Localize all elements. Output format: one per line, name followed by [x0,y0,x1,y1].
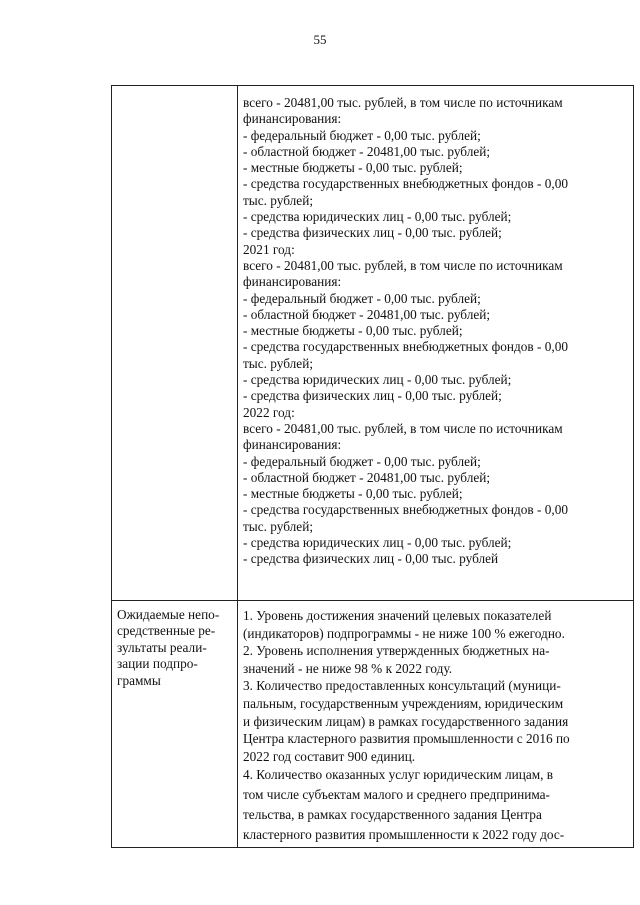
result-line: 4. Количество оказанных услуг юридическим лицам, в [243,767,554,783]
financing-row [112,86,634,601]
financing-line: - областной бюджет - 20481,00 тыс. рублей; [243,306,491,322]
financing-line: всего - 20481,00 тыс. рублей, в том числе по источникам [243,420,563,436]
financing-row-label-cell [112,86,238,601]
financing-line: - федеральный бюджет - 0,00 тыс. рублей; [243,127,481,143]
financing-line: - средства государственных внебюджетных фондов - 0,00 [243,176,568,192]
result-line: 2. Уровень исполнения утвержденных бюджетных на- [243,643,550,659]
expected-results-label-cell [112,601,238,848]
financing-line: - средства физических лиц - 0,00 тыс. рублей; [243,225,502,241]
financing-year-heading: 2021 год: [243,241,295,257]
financing-line: - средства юридических лиц - 0,00 тыс. рублей; [243,209,512,225]
financing-line: - федеральный бюджет - 0,00 тыс. рублей; [243,290,481,306]
expected-results-label-line: зультаты реали- [117,639,207,655]
financing-line: - местные бюджеты - 0,00 тыс. рублей; [243,160,463,176]
result-line: значений - не ниже 98 % к 2022 году. [243,660,453,676]
financing-line: тыс. рублей; [243,518,314,534]
subprogram-passport-table [111,85,634,848]
financing-line: всего - 20481,00 тыс. рублей, в том числе по источникам [243,257,563,273]
financing-line: - федеральный бюджет - 0,00 тыс. рублей; [243,453,481,469]
result-line: 3. Количество предоставленных консультаций (муници- [243,678,561,694]
result-line: кластерного развития промышленности к 2022 году дос- [243,827,565,843]
financing-line: - средства юридических лиц - 0,00 тыс. рублей; [243,372,512,388]
financing-line: - местные бюджеты - 0,00 тыс. рублей; [243,323,463,339]
financing-line: - средства государственных внебюджетных фондов - 0,00 [243,339,568,355]
expected-results-content-cell [238,601,634,848]
financing-line: финансирования: [243,111,342,127]
financing-line: - средства государственных внебюджетных фондов - 0,00 [243,502,568,518]
expected-results-label-line: граммы [117,672,161,688]
financing-row-content-cell [238,86,634,601]
financing-line: - средства юридических лиц - 0,00 тыс. рублей; [243,535,512,551]
financing-line: всего - 20481,00 тыс. рублей, в том числе по источникам [243,95,563,110]
expected-results-label-line: средственные ре- [117,623,216,639]
financing-line: финансирования: [243,437,342,453]
financing-line: тыс. рублей; [243,192,314,208]
financing-line: тыс. рублей; [243,355,314,371]
page-number: 55 [313,32,327,47]
financing-line: финансирования: [243,274,342,290]
result-line: Центра кластерного развития промышленности с 2016 по [243,731,570,747]
expected-results-row [112,601,634,848]
financing-line: - средства физических лиц - 0,00 тыс. рублей [243,551,499,567]
financing-year-heading: 2022 год: [243,404,295,420]
result-line: (индикаторов) подпрограммы - не ниже 100 % ежегодно. [243,625,565,641]
financing-line: - областной бюджет - 20481,00 тыс. рублей; [243,469,491,485]
result-line: и физическим лицам) в рамках государственного задания [243,713,569,729]
result-line: том числе субъектам малого и среднего предпринима- [243,787,550,803]
result-line: 2022 год составит 900 единиц. [243,748,416,764]
result-line: 1. Уровень достижения значений целевых показателей [243,608,552,623]
financing-line: - местные бюджеты - 0,00 тыс. рублей; [243,486,463,502]
financing-line: - областной бюджет - 20481,00 тыс. рублей; [243,143,491,159]
expected-results-label-line: Ожидаемые непо- [117,607,220,622]
expected-results-label-line: зации подпро- [117,656,198,672]
result-line: тельства, в рамках государственного задания Центра [243,807,542,823]
result-line: пальным, государственным учреждениям, юридическим [243,695,564,711]
financing-line: - средства физических лиц - 0,00 тыс. рублей; [243,388,502,404]
